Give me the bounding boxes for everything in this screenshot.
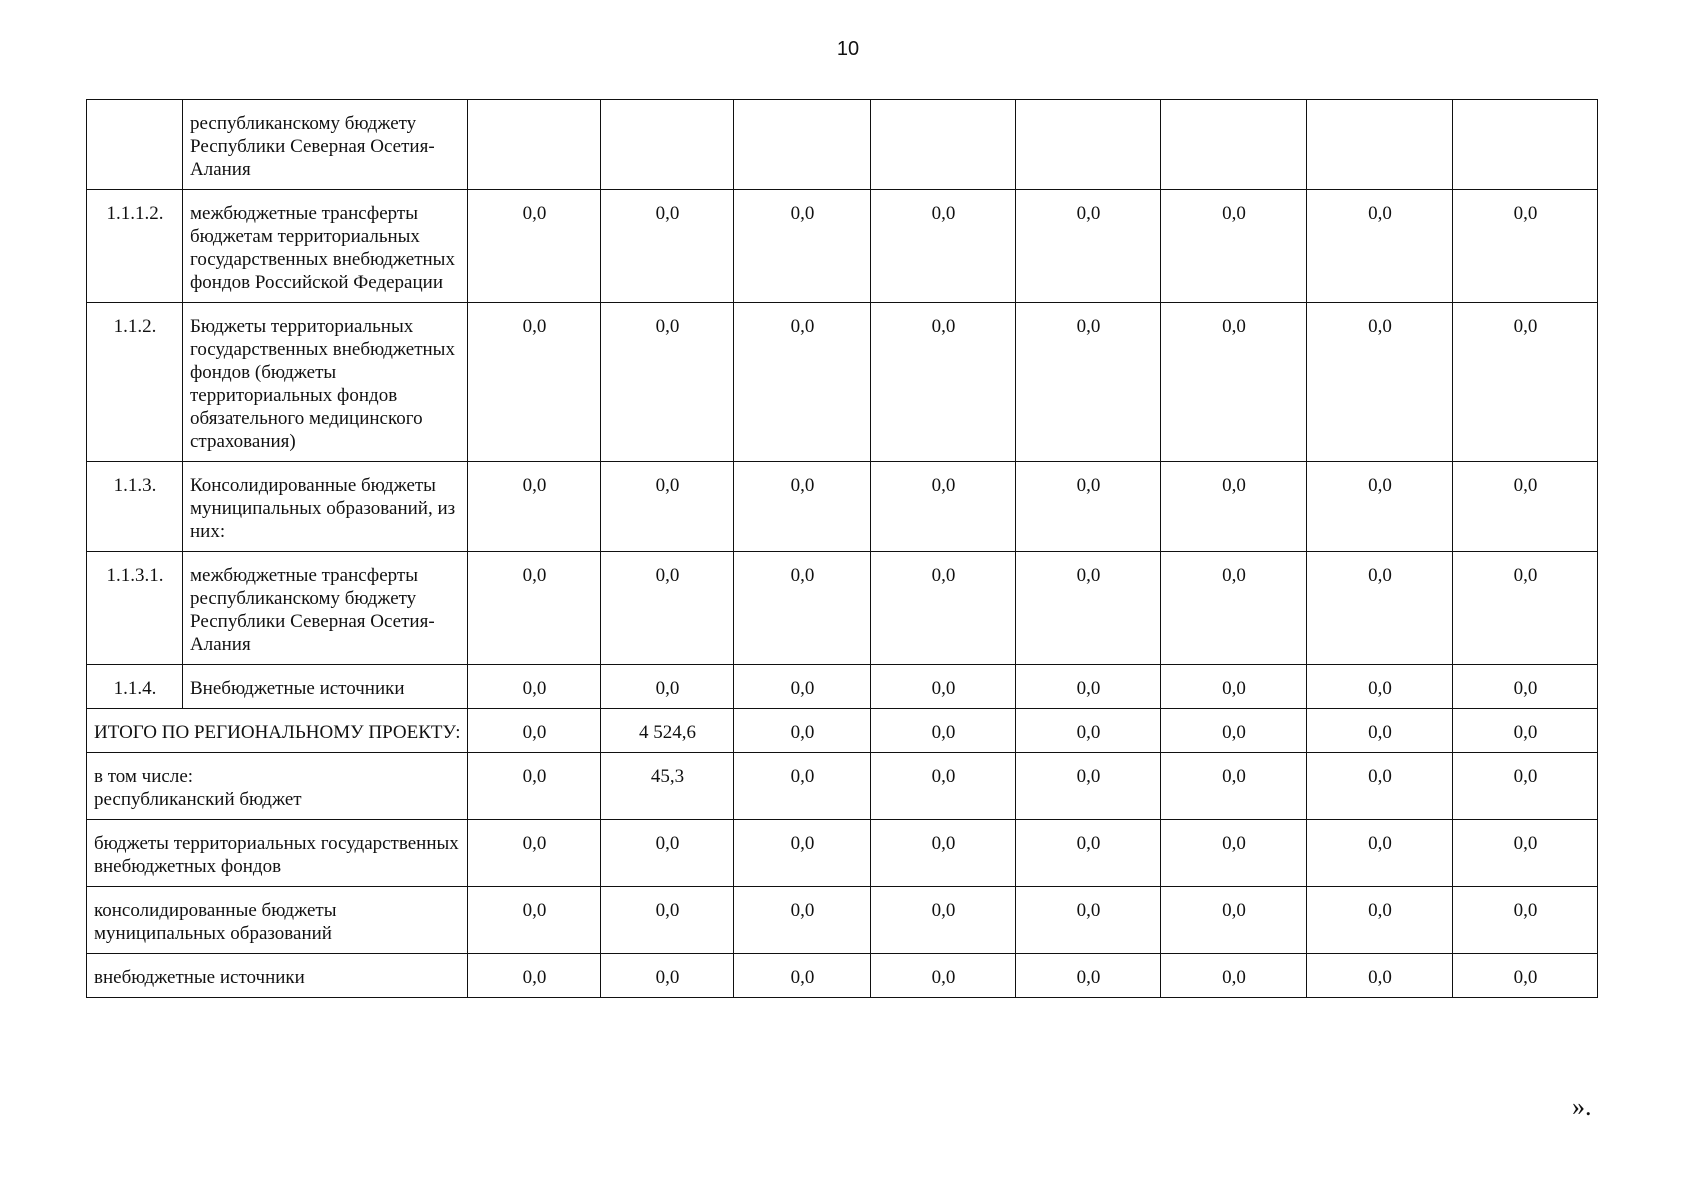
value-cell: 0,0 [871, 190, 1016, 303]
row-label: Консолидированные бюджеты муниципальных образований, из них: [183, 462, 468, 552]
value-cell: 0,0 [1453, 665, 1598, 709]
value-cell: 0,0 [601, 665, 734, 709]
value-cell: 0,0 [734, 190, 871, 303]
total-label [87, 709, 468, 753]
value-cell: 0,0 [1161, 954, 1307, 998]
total-label [87, 820, 468, 887]
value-cell: 0,0 [1307, 753, 1453, 820]
value-cell: 0,0 [734, 303, 871, 462]
row-label: Внебюджетные источники [183, 665, 468, 709]
value-cell: 0,0 [734, 820, 871, 887]
value-cell: 0,0 [1016, 753, 1161, 820]
value-cell: 0,0 [871, 887, 1016, 954]
value-cell: 0,0 [734, 887, 871, 954]
value-cell: 0,0 [601, 190, 734, 303]
row-code: 1.1.1.2. [87, 190, 183, 303]
value-cell: 0,0 [601, 820, 734, 887]
value-cell: 0,0 [601, 954, 734, 998]
value-cell: 0,0 [1307, 887, 1453, 954]
closing-quote-mark: ». [1572, 1092, 1592, 1121]
value-cell: 0,0 [1307, 190, 1453, 303]
value-cell: 0,0 [871, 709, 1016, 753]
value-cell: 0,0 [871, 954, 1016, 998]
value-cell: 0,0 [468, 552, 601, 665]
value-cell: 0,0 [1161, 753, 1307, 820]
value-cell [734, 100, 871, 190]
value-cell [1453, 100, 1598, 190]
value-cell: 0,0 [468, 753, 601, 820]
total-row [87, 887, 1598, 954]
value-cell: 0,0 [1307, 552, 1453, 665]
value-cell: 0,0 [1161, 303, 1307, 462]
value-cell: 0,0 [468, 462, 601, 552]
value-cell [871, 100, 1016, 190]
value-cell: 0,0 [468, 887, 601, 954]
value-cell: 0,0 [1016, 709, 1161, 753]
value-cell: 0,0 [468, 820, 601, 887]
budget-table-body [87, 100, 1598, 998]
value-cell: 0,0 [1307, 462, 1453, 552]
value-cell [1016, 100, 1161, 190]
value-cell: 0,0 [1016, 887, 1161, 954]
value-cell: 0,0 [1453, 954, 1598, 998]
row-code: 1.1.2. [87, 303, 183, 462]
value-cell: 0,0 [1453, 303, 1598, 462]
value-cell [468, 100, 601, 190]
row-code: 1.1.4. [87, 665, 183, 709]
value-cell: 0,0 [1161, 709, 1307, 753]
total-label [87, 954, 468, 998]
value-cell: 0,0 [734, 462, 871, 552]
value-cell: 0,0 [468, 190, 601, 303]
value-cell: 0,0 [734, 753, 871, 820]
total-label-line: в том числе: [94, 766, 194, 787]
value-cell: 0,0 [468, 665, 601, 709]
value-cell: 0,0 [1453, 462, 1598, 552]
value-cell: 0,0 [601, 303, 734, 462]
value-cell: 0,0 [1161, 887, 1307, 954]
row-code: 1.1.3.1. [87, 552, 183, 665]
table-row [87, 100, 1598, 190]
value-cell: 0,0 [871, 753, 1016, 820]
value-cell: 0,0 [734, 709, 871, 753]
value-cell: 0,0 [734, 954, 871, 998]
value-cell: 4 524,6 [601, 709, 734, 753]
value-cell: 0,0 [1016, 954, 1161, 998]
table-row [87, 665, 1598, 709]
value-cell: 0,0 [1161, 820, 1307, 887]
row-label: межбюджетные трансферты республиканскому бюджету Республики Северная Осетия-Алания [183, 552, 468, 665]
value-cell: 0,0 [1453, 190, 1598, 303]
total-row [87, 753, 1598, 820]
value-cell: 0,0 [1161, 665, 1307, 709]
row-label: межбюджетные трансферты бюджетам территориальных государственных внебюджетных фондов Российской Федерации [183, 190, 468, 303]
page-number: 10 [836, 38, 860, 60]
total-label-line: внебюджетные источники [94, 967, 305, 988]
value-cell: 0,0 [601, 462, 734, 552]
total-label-line: консолидированные бюджеты муниципальных образований [94, 900, 337, 944]
value-cell: 0,0 [468, 709, 601, 753]
value-cell: 0,0 [1453, 552, 1598, 665]
value-cell: 0,0 [1307, 820, 1453, 887]
value-cell: 0,0 [468, 303, 601, 462]
value-cell: 0,0 [1307, 665, 1453, 709]
total-label-line: республиканский бюджет [94, 789, 302, 810]
value-cell: 0,0 [871, 820, 1016, 887]
value-cell: 0,0 [601, 552, 734, 665]
value-cell: 0,0 [1161, 190, 1307, 303]
value-cell: 0,0 [871, 552, 1016, 665]
value-cell: 0,0 [1307, 303, 1453, 462]
table-row [87, 552, 1598, 665]
row-label: Бюджеты территориальных государственных внебюджетных фондов (бюджеты территориальных фондов обязательного медицинского страхования) [183, 303, 468, 462]
table-row [87, 303, 1598, 462]
total-label [87, 753, 468, 820]
budget-table [86, 99, 1598, 998]
value-cell: 0,0 [734, 552, 871, 665]
value-cell: 0,0 [1016, 665, 1161, 709]
value-cell: 0,0 [871, 665, 1016, 709]
total-row [87, 709, 1598, 753]
value-cell: 0,0 [871, 303, 1016, 462]
table-row [87, 190, 1598, 303]
total-label-line: ИТОГО ПО РЕГИОНАЛЬНОМУ ПРОЕКТУ: [94, 722, 461, 743]
value-cell: 45,3 [601, 753, 734, 820]
total-row [87, 954, 1598, 998]
table-row [87, 462, 1598, 552]
value-cell: 0,0 [871, 462, 1016, 552]
value-cell [1161, 100, 1307, 190]
total-label [87, 887, 468, 954]
value-cell: 0,0 [1307, 954, 1453, 998]
value-cell [601, 100, 734, 190]
row-code [87, 100, 183, 190]
value-cell: 0,0 [734, 665, 871, 709]
value-cell: 0,0 [601, 887, 734, 954]
total-row [87, 820, 1598, 887]
value-cell: 0,0 [1016, 820, 1161, 887]
value-cell: 0,0 [1161, 552, 1307, 665]
value-cell: 0,0 [1307, 709, 1453, 753]
value-cell: 0,0 [1453, 820, 1598, 887]
value-cell: 0,0 [1453, 887, 1598, 954]
total-label-line: бюджеты территориальных государственных внебюджетных фондов [94, 833, 459, 877]
value-cell [1307, 100, 1453, 190]
row-label: республиканскому бюджету Республики Северная Осетия-Алания [183, 100, 468, 190]
value-cell: 0,0 [1016, 190, 1161, 303]
value-cell: 0,0 [1016, 462, 1161, 552]
value-cell: 0,0 [1016, 303, 1161, 462]
value-cell: 0,0 [1016, 552, 1161, 665]
value-cell: 0,0 [1453, 753, 1598, 820]
value-cell: 0,0 [1161, 462, 1307, 552]
row-code: 1.1.3. [87, 462, 183, 552]
value-cell: 0,0 [1453, 709, 1598, 753]
value-cell: 0,0 [468, 954, 601, 998]
